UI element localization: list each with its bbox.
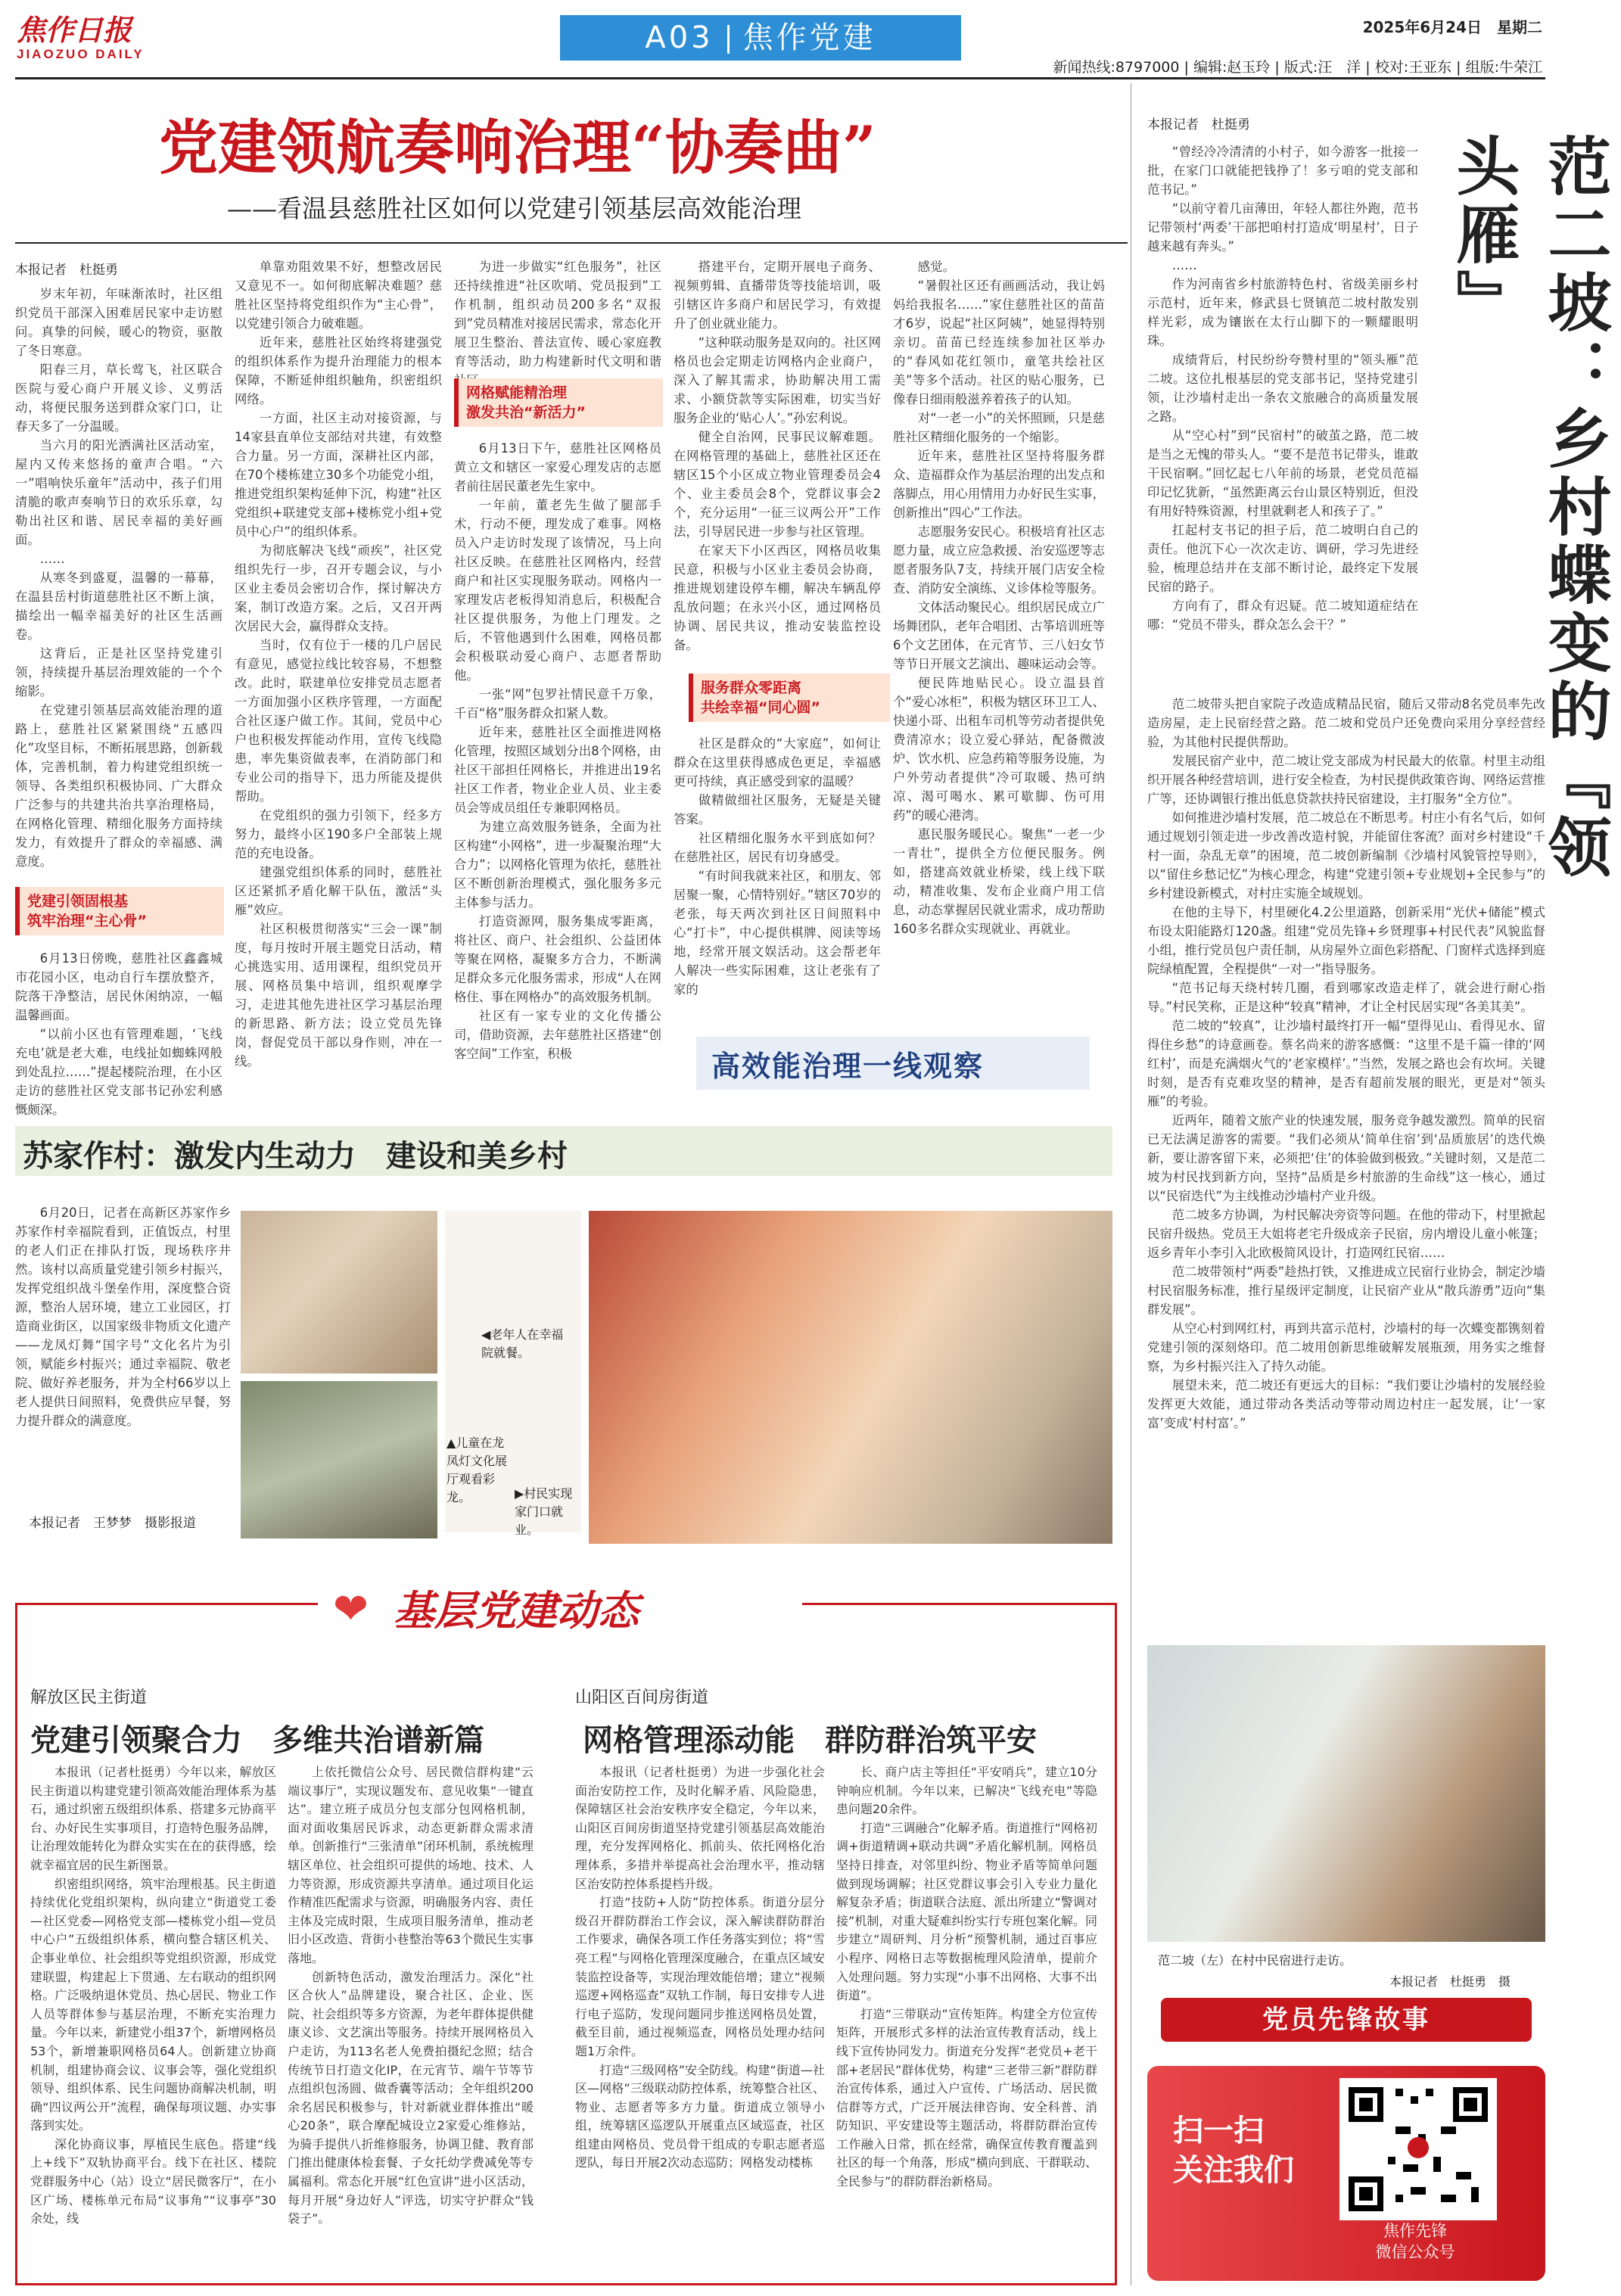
lead-column-3 [454, 257, 661, 371]
paragraph: …… [1171, 258, 1197, 272]
paragraph: 范二坡带领村“两委”趁热打铁，又推进成立民宿行业协会，制定沙墙村民宿服务标准，推行星级评定制度，让民宿产业从“散兵游勇”迈向“集群发展”。 [1147, 1265, 1545, 1317]
qr-code-icon[interactable] [1339, 2078, 1497, 2220]
caption-3: ▶村民实现家门口就业。 [515, 1486, 573, 1537]
paragraph: 阳春三月，草长莺飞，社区联合医院与爱心商户开展义诊、义剪活动，将便民服务送到群众家门口，让春天多了一分温暖。 [15, 362, 222, 434]
section-head-1: 党建引领固根基 筑牢治理“主心骨” [15, 887, 224, 935]
paragraph: 在党建引领基层高效能治理的道路上，慈胜社区紧紧围绕“五感四化”攻坚目标，不断拓展思路，创新载体，完善机制，着力构建党组织统一领导、各类组织积极协同、广大群众广泛参与的共建共治共享治理格局，在网格化管理、精细化服务方面持续发力，有效提升了群众的幸福感、满意度。 [15, 703, 222, 869]
lead-column-1b [15, 949, 222, 1117]
lead-column-4b [674, 734, 881, 1022]
paragraph: “曾经冷冷清清的小村子，如今游客一批接一批，在家门口就能把钱挣了！多亏咱的党支部和范书记。” [1147, 145, 1418, 197]
right-district: 山阳区百间房街道 [575, 1688, 709, 1707]
paragraph: 扛起村支书记的担子后，范二坡明白自己的责任。他沉下心一次次走访、调研，学习先进经验，梳理总结并在支部不断讨论，最终定下发展民宿的路子。 [1147, 523, 1418, 594]
paragraph: 一年前，董老先生做了腿部手术，行动不便，理发成了难事。网格员入户走访时发现了该情况，马上向社区反映。在慈胜社区网格内，经营商户和社区实现服务联动。网格内一家理发店老板得知消息后，积极配合社区提供服务，为他上门理发。之后，不管他遇到什么困难，网格员都会积极联动爱心商户、志愿者帮助他。 [454, 498, 661, 683]
paragraph: 展望未来，范二坡还有更远大的目标：“我们要让沙墙村的发展经验发挥更大效能，通过带动各类活动等带动周边村庄一起发展，让‘一家富’变成‘村村富’。” [1147, 1378, 1545, 1430]
paragraph: 当六月的阳光洒满社区活动室，屋内又传来悠扬的童声合唱。“六一”唱响快乐童年”活动中，孩子们用清脆的歌声奏响节日的欢乐乐章，勾勒出社区和谐、居民幸福的美好画面。 [15, 438, 222, 547]
right-column-b [1147, 695, 1545, 1565]
lead-subhead: ——看温县慈胜社区如何以党建引领基层高效能治理 [227, 194, 801, 223]
paragraph: 健全自治网，民事民议解难题。在网格管理的基础上，慈胜社区还在辖区15个小区成立物业管理委员会4个、业主委员会8个，党群议事会2个，充分运用“一征三议两公开”工作法，引导居民进一步参与社区管理。 [674, 430, 881, 539]
photo-meal-queue [241, 1211, 437, 1374]
right-story-col1 [575, 1763, 825, 2270]
paragraph: 为进一步做实“红色服务”，社区还持续推进“社区吹哨、党员报到”工作机制，组织动员200多名“双报到”党员精准对接居民需求，常态化开展卫生整治、普法宣传、暖心家庭教育等活动，助力构建新时代文明和谐 [454, 260, 661, 369]
sujia-title: 苏家作村：激发内生动力 建设和美乡村 [23, 1138, 568, 1174]
paragraph: 深化协商议事，厚植民生底色。搭建“线上+线下”双轨协商平台。线下在社区、楼院党群服务中心（站）设立“居民微客厅”，在小区广场、楼栋单元布局“议事角”“议事亭”30余处，线 [30, 2136, 276, 2226]
paragraph: 在党组织的强力引领下，经多方努力，最终小区190多户全部装上规范的充电设备。 [235, 808, 442, 860]
right-photo-credit: 本报记者 杜挺勇 摄 [1389, 1974, 1511, 1989]
paragraph: “这种联动服务是双向的。社区网格员也会定期走访网格内企业商户，深入了解其需求，协助解决用工需求、小额贷款等实际困难，切实当好服务企业的‘贴心人’。”孙宏利说。 [674, 335, 881, 425]
photo-dragon-hall [241, 1381, 437, 1538]
lead-column-3b [454, 439, 661, 1114]
sujia-body [15, 1203, 231, 1506]
left-district: 解放区民主街道 [30, 1688, 148, 1707]
heart-icon: ❤ [333, 1585, 369, 1634]
paragraph: 社区是群众的“大家庭”，如何让群众在这里获得感成色更足，幸福感更可持续，真正感受到家的温暖？ [674, 736, 881, 789]
left-story-col1 [30, 1763, 276, 2270]
dynamics-title: 基层党建动态 [394, 1586, 639, 1635]
paragraph: “以前小区也有管理难题，‘飞线充电’就是老大难，电线扯如蜘蛛网般到处乱拉……”提起楼院治理，在小区走访的慈胜社区党支部书记孙宏利感慨颇深。 [15, 1027, 222, 1117]
paragraph: 作为河南省乡村旅游特色村、省级美丽乡村示范村，近年来，修武县七贤镇范二坡村散发别样光彩，成为镶嵌在太行山脚下的一颗耀眼明珠。 [1147, 277, 1418, 348]
paragraph: 从空心村到网红村，再到共富示范村，沙墙村的每一次蝶变都镌刻着党建引领的深刻烙印。范二坡用创新思维破解发展瓶颈，用务实之维督察，为乡村振兴注入了持久动能。 [1147, 1321, 1545, 1374]
paragraph: 本报讯（记者杜挺勇）今年以来，解放区民主街道以构建党建引领高效能治理体系为基石，通过织密五级组织体系、搭建多元协商平台、办好民生实事项目，打造特色服务品牌，让治理效能转化为群众实实在在的获得感，绘就幸福宜居的民生新图景。 [30, 1765, 276, 1872]
lead-rule [15, 242, 1128, 244]
paragraph: 创新特色活动，激发治理活力。深化“社区合伙人”品牌建设，聚合社区、企业、医院、社会组织等多方资源，为老年群体提供健康义诊、文艺演出等服务。持续开展网格员入户走访，为113名老人免费拍摄纪念照；结合传统节日打造文化IP，在元宵节、端午节等节点组织包汤圆、做香囊等活动；全年组织200余名居民积极参与，针对新就业群体推出“暖心20条”，联合摩配城设立2家爱心维修站，为骑手提供八折维修服务，协调卫健、教育部门推出健康体检套餐、子女托幼学费减免等专属福利。常态化开展“红色宣讲”进小区活动，每月开展“身边好人”评选，切实守护群众“钱袋子”。 [288, 1969, 534, 2226]
paragraph: 当时，仅有位于一楼的几户居民有意见，感觉拉线比较容易，不想整改。此时，联建单位安排党员志愿者一方面加强小区秩序管理，一方面配合社区逐户做工作。其间，党员中心户也积极发挥能动作用，宣传飞线隐患，率先集资做表率，在消防部门和专业公司的指导下，迅力所能及提供帮助。 [235, 638, 442, 804]
masthead-logo [17, 14, 168, 67]
paragraph: 6月13日傍晚，慈胜社区鑫鑫城市花园小区，电动自行车摆放整齐，院落干净整洁，居民休闲纳凉，一幅温馨画面。 [15, 951, 222, 1022]
right-story-col2 [836, 1763, 1097, 2270]
paragraph: 成绩背后，村民纷纷夸赞村里的“领头雁”范二坡。这位扎根基层的党支部书记，坚持党建引领，让沙墙村走出一条农文旅融合的高质量发展之路。 [1147, 353, 1418, 424]
right-photo-caption: 范二坡（左）在村中民宿进行走访。 [1158, 1953, 1352, 1968]
paragraph: 打造资源网，服务集成零距离，将社区、商户、社会组织、公益团体等聚在网格，凝聚多方合力，不断满足群众多元化服务需求，形成“人在网格住、事在网格办”的高效服务机制。 [454, 914, 661, 1004]
right-column-a [1147, 142, 1418, 687]
section-head-3: 服务群众零距离 共绘幸福“同心圆” [689, 674, 890, 722]
paragraph: 社区有一家专业的文化传播公司，借助资源，去年慈胜社区搭建“创客空间”工作室，积极 [454, 1009, 661, 1061]
paragraph: 近年来，慈胜社区全面推进网格化管理，按照区域划分出8个网格，由社区干部担任网格长，并推进出19名社区工作者，物业企业人员、业主委员会等成员组任专兼职网格员。 [454, 725, 661, 815]
paragraph: 便民阵地贴民心。设立温县首个“爱心冰柜”，积极为辖区环卫工人、快递小哥、出租车司机等劳动者提供免费清凉水；设立爱心驿站，配备微波炉、饮水机、应急药箱等服务设施，为户外劳动者提供“冷可取暖、热可纳凉、渴可喝水、累可歇脚、伤可用药”的暖心港湾。 [893, 676, 1105, 823]
paragraph: 范二坡带头把自家院子改造成精品民宿，随后又带动8名党员率先改造房屋，走上民宿经营之路。范二坡和党员户还免费向采用分享经营经验，为其他村民提供帮助。 [1147, 697, 1545, 749]
paragraph: 做精做细社区服务，无疑是关键答案。 [674, 793, 881, 826]
paragraph: 为建立高效服务链条，全面为社区构建“小网格”，进一步凝聚治理“大合力”；以网格化管理为依托，慈胜社区不断创新治理模式，强化服务多元主体参与活力。 [454, 820, 661, 910]
page-tab [560, 15, 961, 61]
qr-slogan [1173, 2111, 1324, 2190]
staff-line: 新闻热线:8797000 | 编辑:赵玉玲 | 版式:汪 洋 | 校对:王亚东 | 组版:牛荣江 [1053, 59, 1542, 76]
lead-byline: 本报记者 杜挺勇 [15, 263, 118, 278]
paragraph: 长、商户店主等担任“平安哨兵”，建立10分钟响应机制。今年以来，已解决“飞线充电”等隐患问题20余件。 [836, 1765, 1097, 1817]
paragraph: 如何推进沙墙村发展，范二坡总在不断思考。村庄小有名气后，如何通过规划引领走进一步改善改造村貌，并能留住客流？面对乡村建设“千村一面，杂乱无章”的困境，范二坡创新编制《沙墙村风貌管控导则》，以“留住乡愁记忆”为核心理念，构建“党建引领+专业规划+全民参与”的乡村建设新模式，对村庄实施全域规划。 [1147, 810, 1545, 901]
banner-title: 高效能治理一线观察 [711, 1050, 985, 1083]
paragraph: …… [39, 552, 65, 566]
paragraph: 范二坡多方协调，为村民解决旁资等问题。在他的带动下，村里掀起民宿升级热。党员王大姐将老宅升级成亲子民宿，房内增设儿童小帐篷；返乡青年小李引入北欧极简风设计，打造网红民宿…… [1147, 1208, 1545, 1260]
paragraph: 近年来，慈胜社区坚持将服务群众、造福群众作为基层治理的出发点和落脚点，用心用情用力办好民生实事，创新推出“四心”工作法。 [893, 449, 1105, 520]
paragraph: 对“一老一小”的关怀照顾，只是慈胜社区精细化服务的一个缩影。 [893, 411, 1105, 444]
paragraph: 打造“三带联动”宣传矩阵。构建全方位宣传矩阵，开展形式多样的法治宣传教育活动，线上线下宣传协同发力。街道充分发挥“老党员+老干部+老居民”群体优势，构建“三老带三新”群防群治宣传体系，通过入户宣传、广场活动、居民微信群等方式，广泛开展法律咨询、安全科普、消防知识、平安建设等主题活动，将群防群治宣传工作融入日常，抓在经常，确保宣传教育覆盖到社区的每一个角落，形成“横向到底、干群联动、全民参与”的群防群治新格局。 [836, 2006, 1097, 2189]
paragraph: 搭建平台，定期开展电子商务、视频剪辑、直播带货等技能培训，吸引辖区许多商户和居民学习，有效提升了创业就业能力。 [674, 260, 881, 331]
paragraph: 织密组织网络，筑牢治理根基。民主街道持续优化党组织架构，纵向建立“街道党工委—社区党委—网格党支部—楼栋党小组—党员中心户”五级组织体系，横向整合辖区机关、企事业单位、社会组织等党组织资源，形成党建联盟，构建起上下贯通、左右联动的组织网格。广泛吸纳退休党员、热心居民、物业工作人员等群体参与基层治理，不断充实治理力量。今年以来，新建党小组37个，新增网格员53个，新增兼职网格员64人。创新建立协商机制，组建协商会议、议事会等，强化党组织领导、组织体系、民生问题协商解决机制，明确“四议两公开”流程，确保每项议题、办实事落到实处。 [30, 1876, 276, 2133]
lead-column-5 [893, 257, 1105, 1022]
paragraph: “暑假社区还有画画活动，我让妈妈给我报名……”家住慈胜社区的苗苗才6岁，说起“社区阿姨”，她显得特别亲切。苗苗已经连续参加社区举办的“春风如花红领巾，童笔共绘社区美”等多个活动。社区的贴心服务，已像春日细雨般滋养着孩子的认知。 [893, 278, 1105, 406]
paragraph: “范书记每天绕村转几圈，看到哪家改造走样了，就会进行耐心指导。”村民笑称，正是这种“较真”精神，才让全村民居实现“各美其美”。 [1147, 981, 1545, 1014]
paragraph: 一张“网”包罗社情民意千万象，千百“格”服务群众扣紧人数。 [454, 687, 661, 720]
lead-column-1 [15, 285, 222, 878]
paragraph: 6月13日下午，慈胜社区网格员黄立文和辖区一家爱心理发店的志愿者前往居民董老先生家中。 [454, 441, 661, 493]
paragraph: 从“空心村”到“民宿村”的破茧之路，范二坡是当之无愧的带头人。“要不是范书记带头，谁敢干民宿啊。”回忆起七八年前的场景，老党员范福印记忆犹新，“虽然距离云台山景区特别近，但没有用好特殊资源，村里就剩老人和孩子了。” [1147, 428, 1418, 518]
lead-column-2 [235, 257, 442, 1114]
paragraph: 为彻底解决飞线“顽疾”，社区党组织先行一步，召开专题会议，与小区业主委员会密切合作，探讨解决方案，制订改造方案。之后，又召开两次居民大会，赢得群众支持。 [235, 543, 442, 633]
paragraph: 发展民宿产业中，范二坡让党支部成为村民最大的依靠。村里主动组织开展各种经营培训，进行安全检查，为村民提供政策咨询、网络运营推广等，还协调银行推出低息贷款扶持民宿建设，主打服务“全方位”。 [1147, 754, 1545, 806]
paragraph: 近两年，随着文旅产业的快速发展，服务竞争越发激烈。简单的民宿已无法满足游客的需要。“我们必须从‘简单住宿’到‘品质旅居’的迭代焕新，要让游客留下来，必须把‘住’的体验做到极致。”关键时刻，又是范二坡为村民找到新方向，坚持“品质是乡村旅游的生命线”这一核心，通过以“民宿迭代”为主线推动沙墙村产业升级。 [1147, 1113, 1545, 1203]
left-story-col2 [288, 1763, 534, 2270]
sujia-byline: 本报记者 王梦梦 摄影报道 [29, 1516, 196, 1531]
paragraph: 志愿服务安民心。积极培育社区志愿力量，成立应急救援、治安巡逻等志愿者服务队7支，持续开展门店安全检查、消防安全演练、义诊体检等服务。 [893, 524, 1105, 596]
paragraph: 打造“技防+人防”防控体系。街道分层分级召开群防群治工作会议，深入解读群防群治工作要求，确保各项工作任务落实到位；将“雪亮工程”与网格化管理深度融合，在重点区域安装监控设备等，实现治理效能倍增；建立“视频巡逻+网格巡查”双轨工作制，每日安排专人进行电子巡防，发现问题同步推送网格员处置，截至目前，通过视频巡查，网格员处理办结问题1万余件。 [575, 1895, 825, 2058]
tab-divider [727, 25, 730, 54]
top-rule [15, 77, 1545, 79]
right-story-title: 网格管理添动能 群防群治筑平安 [583, 1722, 1037, 1758]
qr-account-name: 焦作先锋 微信公众号 [1375, 2222, 1455, 2261]
paragraph: 6月20日，记者在高新区苏家作乡苏家作村幸福院看到，正值饭点，村里的老人们正在排队打饭，现场秩序井然。该村以高质量党建引领乡村振兴，发挥党组织战斗堡垒作用，深度整合资源，整治人居环境，建立工业园区，打造商业街区，以国家级非物质文化遗产——龙凤灯舞“国字号”文化名片为引领，赋能乡村振兴；通过幸福院、敬老院、做好养老服务，并为全村66岁以上老人提供日间照料，免费供应早餐，努力提升群众的满意度。 [15, 1206, 231, 1428]
paragraph: 单靠劝阻效果不好，想整改居民又意见不一。如何彻底解决难题？慈胜社区坚持将党组织作为“主心骨”，以党建引领合力破难题。 [235, 260, 442, 331]
page-name: 焦作党建 [742, 20, 876, 55]
page-number: A03 [645, 20, 714, 55]
paragraph: 打造“三调融合”化解矛盾。街道推行“网格初调+街道精调+联动共调”矛盾化解机制。网格员坚持日排查，对邻里纠纷、物业矛盾等简单问题做到现场调解；社区党群议事会引入专业力量化解复杂矛盾；街道联合法庭、派出所建立“警调对接”机制，对重大疑难纠纷实行专班包案化解。同步建立“周研判、月分析”预警机制，通过百事应小程序、网格日志等数据梳理风险清单，提前介入处理问题。努力实现“小事不出网格、大事不出街道”。 [836, 1820, 1097, 2003]
paragraph: 一方面，社区主动对接资源，与14家县直单位支部结对共建，有效整合力量。另一方面，深耕社区内部，在70个楼栋建立30多个功能党小组，推进党组织架构延伸下沉，构建“社区党组织+联建党支部+楼栋党小组+党员中心户”的组织体系。 [235, 411, 442, 539]
paragraph: 这背后，正是社区坚持党建引领，持续提升基层治理效能的一个个缩影。 [15, 646, 222, 698]
party-pioneer-banner: 党员先锋故事 [1161, 1998, 1532, 2042]
paragraph: 社区精细化服务水平到底如何？在慈胜社区，居民有切身感受。 [674, 831, 881, 864]
paragraph: 方向有了，群众有迟疑。范二坡知道症结在哪：“党员不带头，群众怎么会干？” [1147, 599, 1418, 632]
photo-fan-erpo [1147, 1645, 1545, 1942]
right-byline: 本报记者 杜挺勇 [1147, 117, 1250, 132]
paragraph: 岁末年初，年味渐浓时，社区组织党员干部深入困难居民家中走访慰问。真挚的问候，暖心的物资，驱散了冬日寒意。 [15, 287, 222, 358]
paragraph: 文体活动聚民心。组织居民成立广场舞团队，老年合唱团、古筝培训班等6个文艺团体，在元宵节、三八妇女节等节日开展文艺演出、趣味运动会等。 [893, 600, 1105, 671]
paragraph: 惠民服务暖民心。聚焦“一老一少一青壮”，提供全方位便民服务。例如，搭建高效就业桥梁，线上线下联动，精准收集、发布企业商户用工信息，动态掌握居民就业需求，成功帮助160多名群众实现就业、再就业。 [893, 827, 1105, 936]
caption-2: ▲儿童在龙凤灯文化展厅观看彩龙。 [446, 1436, 508, 1504]
section-head-2: 网格赋能精治理 激发共治“新活力” [454, 378, 663, 427]
paragraph: 本报讯（记者杜挺勇）为进一步强化社会面治安防控工作，及时化解矛盾、风险隐患，保障辖区社会治安秩序安全稳定，今年以来，山阳区百间房街道坚持党建引领基层高效能治理，充分发挥网格化、抓前头、依托网格化治理体系，多措并举提高社会治理水平，推动辖区治安防控体系提档升级。 [575, 1765, 825, 1891]
lead-headline: 党建领航奏响治理“协奏曲” [159, 114, 876, 182]
paragraph: 近年来，慈胜社区始终将建强党的组织体系作为提升治理能力的根本保障，不断延伸组织触角，织密组织网络。 [235, 335, 442, 406]
paragraph: 上依托微信公众号、居民微信群构建“云端议事厅”，实现议题发布、意见收集“一键直达”。建立班子成员分包支部分包网格机制，面对面收集居民诉求，动态更新群众需求清单。创新推行“三张清单”闭环机制，系统梳理辖区单位、社会组织可提供的场地、技术、人力等资源，形成资源共享清单。通过项目化运作精准匹配需求与资源，明确服务内容、责任主体及完成时限，生成项目服务清单，推动老旧小区改造、背街小巷整治等63个微民生实事落地。 [288, 1765, 534, 1965]
paragraph: 在他的主导下，村里硬化4.2公里道路，创新采用“光伏+储能”模式布设太阳能路灯120盏。组建“党员先锋+乡贤理事+村民代表”风貌监督小组，推行党员包户责任制，从房屋外立面色彩搭配、门窗样式选择到庭院绿植配置，全程提供“一对一”指导服务。 [1147, 905, 1545, 976]
left-story-title: 党建引领聚合力 多维共治谱新篇 [30, 1722, 484, 1758]
photo-elderly-dining [589, 1211, 1112, 1544]
logo-en: JIAOZUO DAILY [17, 47, 145, 61]
paragraph: 从寒冬到盛夏，温馨的一幕幕，在温县岳村街道慈胜社区不断上演，描绘出一幅幸福美好的社区生活画卷。 [15, 571, 222, 642]
paragraph: 社区积极贯彻落实“三会一课”制度，每月按时开展主题党日活动，精心挑选实用、适用课程，组织党员开展、网格员集中培训，组织观摩学习，走进其他先进社区学习基层治理的新思路、新方法；设立党员先锋岗，督促党员干部以身作则，冲在一线。 [235, 922, 442, 1069]
paragraph: “有时间我就来社区，和朋友、邻居聚一聚，心情特别好。”辖区70岁的老张，每天两次到社区日间照料中心“打卡”，中心提供棋牌、阅读等场地，经常开展文娱活动。这会帮老年人解决一些实际困难，这让老张有了家的 [674, 869, 881, 997]
paragraph: 打造“三级网格”安全防线。构建“街道—社区—网格”三级联动防控体系，统筹整合社区、物业、志愿者等多方力量。街道成立领导小组，统筹辖区巡逻队开展重点区域巡查，社区组建由网格员、党员骨干组成的专职志愿者巡逻队，每日开展2次动态巡防；网格发动楼栋 [575, 2062, 825, 2170]
right-vertical-title: 范二坡：乡村蝶变的『领头雁』 [1446, 133, 1613, 882]
paragraph: “以前守着几亩薄田，年轻人都往外跑，范书记带领村‘两委’干部把咱村打造成‘明星村’，日子越来越有奔头。” [1147, 201, 1418, 254]
logo-cn: 焦作日报 [17, 13, 132, 47]
paragraph: 建强党组织体系的同时，慈胜社区还紧抓矛盾化解干队伍，激活“头雁”效应。 [235, 865, 442, 917]
issue-date: 2025年6月24日 星期二 [1362, 18, 1542, 36]
qr-slogan-line1: 扫一扫 [1173, 2114, 1264, 2148]
qr-slogan-line2: 关注我们 [1173, 2153, 1294, 2188]
paragraph: 感觉。 [917, 260, 955, 274]
paragraph: 范二坡的“较真”，让沙墙村最终打开一幅“望得见山、看得见水、留得住乡愁”的诗意画卷。蔡名尚来的游客感慨：“这里不是千篇一律的‘网红村’，而是充满烟火气的‘老家模样’。”当然，发展之路也会有坎坷。关键时刻，是否有克难攻坚的精神，是否有超前发展的眼光，更是对“领头雁”的考验。 [1147, 1019, 1545, 1109]
paragraph: 在家天下小区西区，网格员收集民意，积极与小区业主委员会协商，推进规划建设停车棚，解决车辆乱停乱放问题；在永兴小区，通过网格员协调、居民共议，推动安装监控设备。 [674, 543, 881, 652]
caption-1: ◀老年人在幸福院就餐。 [481, 1327, 564, 1360]
lead-column-4 [674, 257, 881, 658]
